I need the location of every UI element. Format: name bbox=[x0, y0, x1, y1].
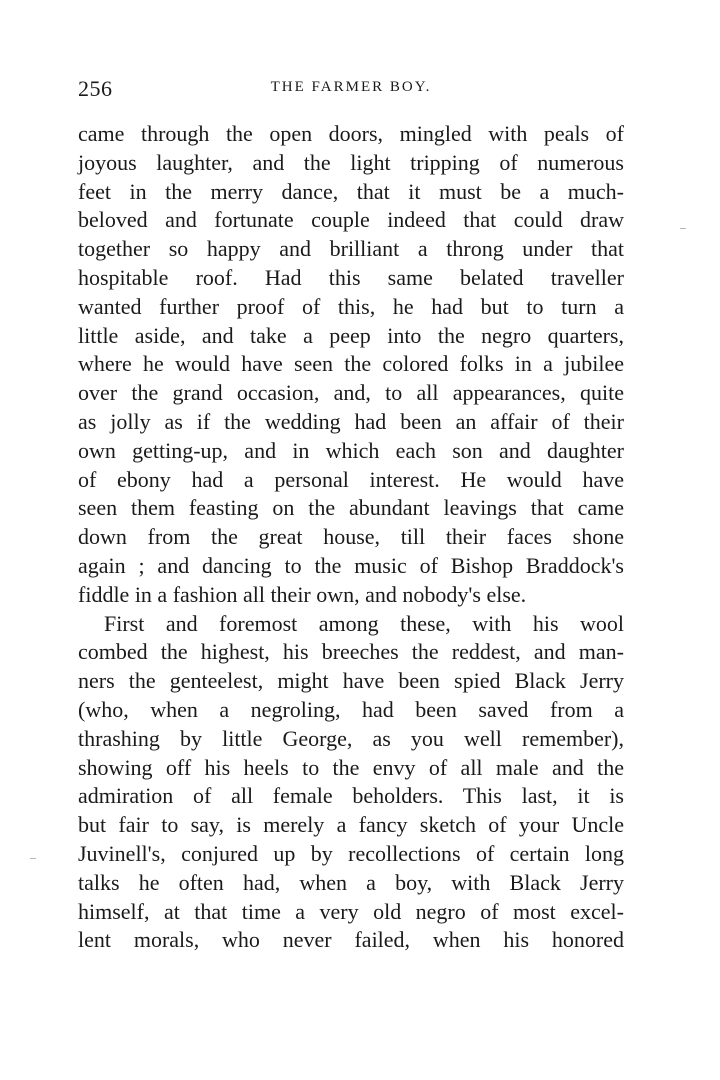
text-line: Juvinell's, conjured up by recollections of certain long bbox=[78, 840, 624, 866]
text-line: of ebony had a personal interest. He would have bbox=[78, 466, 624, 492]
scan-speck bbox=[680, 228, 686, 229]
text-line: admiration of all female beholders. This last, it is bbox=[78, 783, 624, 809]
running-title: THE FARMER BOY. bbox=[270, 79, 432, 95]
text-line: as jolly as if the wedding had been an affair of their bbox=[78, 408, 624, 434]
text-line: feet in the merry dance, that it must be a much- bbox=[78, 178, 624, 204]
text-line: wanted further proof of this, he had but to turn a bbox=[78, 293, 624, 319]
page-number: 256 bbox=[78, 76, 113, 101]
text-line: down from the great house, till their faces shone bbox=[78, 524, 624, 550]
text-line: hospitable roof. Had this same belated traveller bbox=[78, 264, 624, 290]
text-line: but fair to say, is merely a fancy sketch of your Uncle bbox=[78, 812, 624, 838]
text-line: came through the open doors, mingled with peals of bbox=[78, 121, 624, 146]
text-line: ners the genteelest, might have been spied Black Jerry bbox=[78, 668, 624, 694]
text-line: lent morals, who never failed, when his honored bbox=[78, 927, 624, 953]
text-line: beloved and fortunate couple indeed that could draw bbox=[78, 207, 624, 233]
text-line: combed the highest, his breeches the reddest, and man- bbox=[78, 639, 624, 665]
scan-speck bbox=[30, 858, 36, 859]
text-line: where he would have seen the colored folks in a jubilee bbox=[78, 351, 624, 377]
text-line: thrashing by little George, as you well remember), bbox=[78, 725, 624, 751]
running-head bbox=[78, 76, 624, 102]
body-text bbox=[78, 120, 624, 955]
text-line: talks he often had, when a boy, with Black Jerry bbox=[78, 869, 624, 895]
text-line: again ; and dancing to the music of Bishop Braddock's bbox=[78, 552, 624, 578]
text-line: (who, when a negroling, had been saved from a bbox=[78, 696, 624, 722]
text-line: little aside, and take a peep into the negro quarters, bbox=[78, 322, 624, 348]
text-line: joyous laughter, and the light tripping of numerous bbox=[78, 149, 624, 175]
text-line: showing off his heels to the envy of all male and the bbox=[78, 754, 624, 780]
text-line: own getting-up, and in which each son and daughter bbox=[78, 437, 624, 463]
paragraph-first-line: First and foremost among these, with his wool bbox=[104, 610, 624, 636]
text-line: seen them feasting on the abundant leavings that came bbox=[78, 495, 624, 521]
text-line: over the grand occasion, and, to all appearances, quite bbox=[78, 380, 624, 406]
text-line: together so happy and brilliant a throng under that bbox=[78, 236, 624, 262]
paragraph-last-line: fiddle in a fashion all their own, and nobody's else. bbox=[78, 581, 527, 607]
text-line: himself, at that time a very old negro of most excel- bbox=[78, 898, 624, 924]
